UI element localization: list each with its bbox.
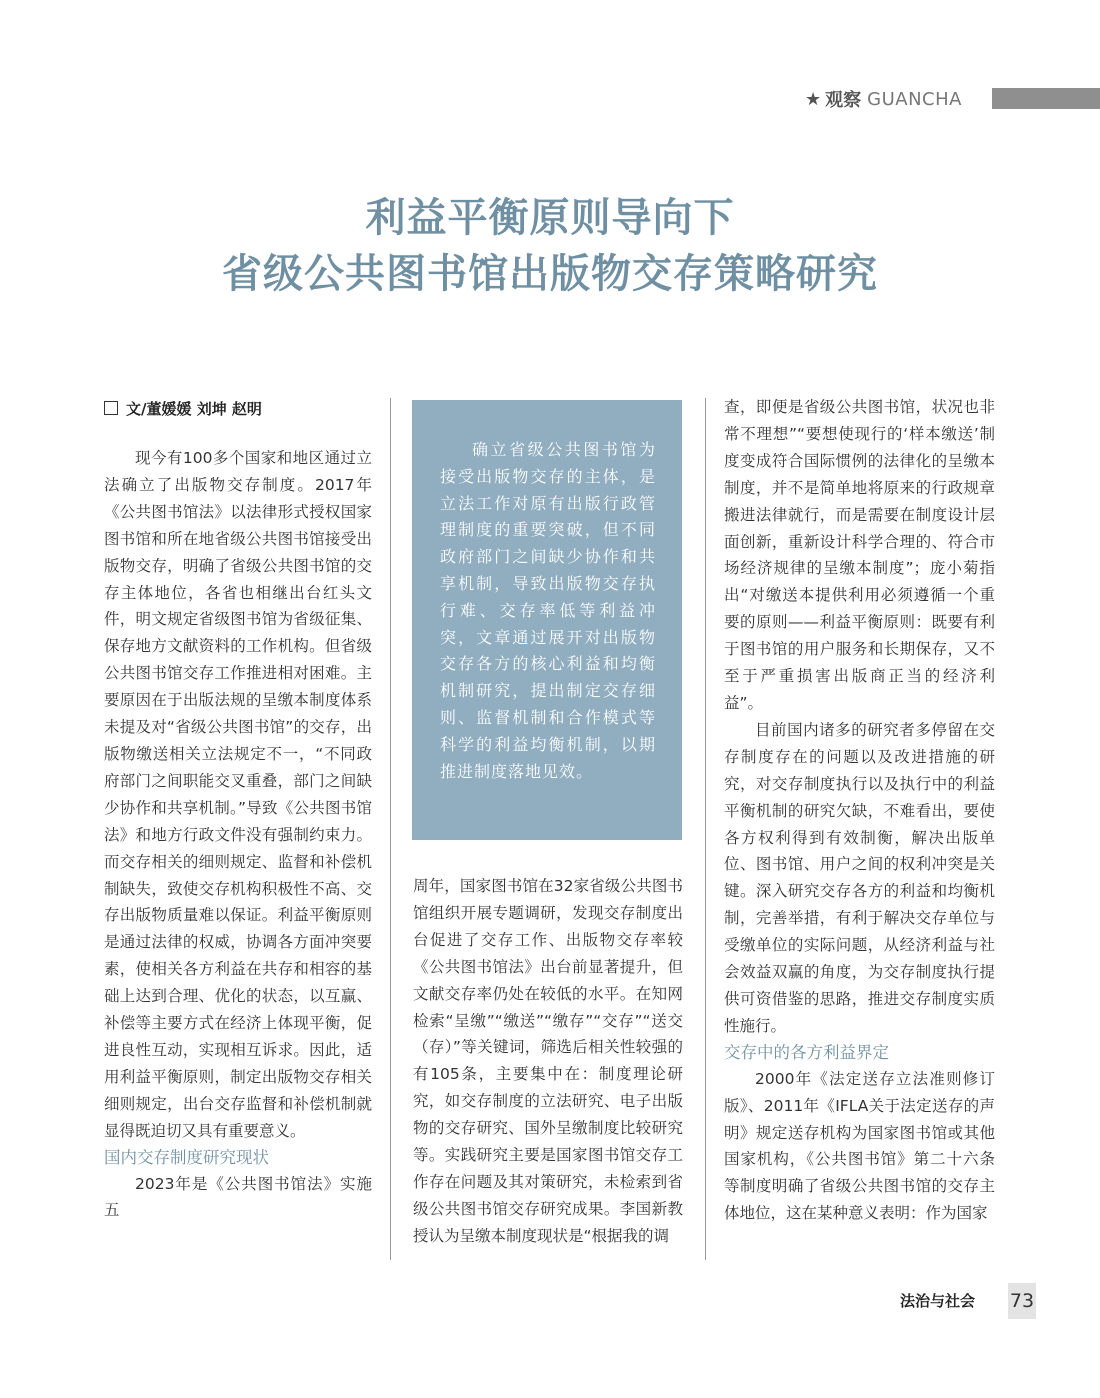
pull-quote bbox=[412, 400, 682, 840]
column-divider bbox=[705, 398, 706, 1260]
byline bbox=[104, 396, 374, 420]
author-text: 文/董媛媛 刘坤 赵明 bbox=[126, 399, 262, 418]
section-name-en: GUANCHA bbox=[867, 88, 962, 110]
paragraph: 目前国内诸多的研究者多停留在交存制度存在的问题以及改进措施的研究，对交存制度执行以及执行中的利益平衡机制的研究欠缺，不难看出，要使各方权利得到有效制衡，解决出版单位、图书馆、用户之间的权利冲突是关键。深入研究交存各方的利益和均衡机制，完善举措，有利于解决交存单位与受缴单位的实际问题，从经济利益与社会效益双赢的角度，为交存制度执行提供可资借鉴的思路，推进交存制度实质性施行。 bbox=[724, 720, 995, 1035]
paragraph: 周年，国家图书馆在32家省级公共图书馆组织开展专题调研，发现交存制度出台促进了交存工作、出版物交存率较《公共图书馆法》出台前显著提升，但文献交存率仍处在较低的水平。在知网检索“呈缴”“缴送”“缴存”“交存”“送交（存）”等关键词，筛选后相关性较强的有105条，主要集中在：制度理论研究，如交存制度的立法研究、电子出版物的交存研究、国外呈缴制度比较研究等。实践研究主要是国家图书馆交存工作存在问题及其对策研究，未检索到省级公共图书馆交存研究成果。李国新教授认为呈缴本制度现状是“根据我的调 bbox=[413, 877, 683, 1245]
paragraph: 查，即便是省级公共图书馆，状况也非常不理想”“要想使现行的‘样本缴送’制度变成符合国际惯例的法律化的呈缴本制度，并不是简单地将原来的行政规章搬进法律就行，而是需要在制度设计层面创新，重新设计科学合理的、符合市场经济规律的呈缴本制度”；庞小菊指出“对缴送本提供利用必须遵循一个重要的原则——利益平衡原则：既要有利于图书馆的用户服务和长期保存，又不至于严重损害出版商正当的经济利益”。 bbox=[724, 398, 995, 712]
column-2 bbox=[413, 873, 683, 1250]
column-1 bbox=[104, 445, 372, 1224]
column-divider bbox=[390, 398, 391, 1260]
column-3 bbox=[724, 394, 995, 1227]
section-header bbox=[805, 86, 962, 112]
page-number-text: 73 bbox=[1009, 1290, 1035, 1312]
paragraph: 2023年是《公共图书馆法》实施五 bbox=[104, 1174, 372, 1220]
paragraph: 现今有100多个国家和地区通过立法确立了出版物交存制度。2017年《公共图书馆法》以法律形式授权国家图书馆和所在地省级公共图书馆接受出版物交存，明确了省级公共图书馆的交存主体地位，各省也相继出台红头文件，明文规定省级图书馆为省级征集、保存地方文献资料的工作机构。但省级公共图书馆交存工作推进相对困难。主要原因在于出版法规的呈缴本制度体系未提及对“省级公共图书馆”的交存，出版物缴送相关立法规定不一，“不同政府部门之间职能交叉重叠，部门之间缺少协作和共享机制。”导致《公共图书馆法》和地方行政文件没有强制约束力。而交存相关的细则规定、监督和补偿机制缺失，致使交存机构积极性不高、交存出版物质量难以保证。利益平衡原则是通过法律的权威，协调各方面冲突要素，使相关各方利益在共存和相容的基础上达到合理、优化的状态，以互赢、补偿等主要方式在经济上体现平衡，促进良性互动，实现相互诉求。因此，适用利益平衡原则，制定出版物交存相关细则规定，出台交存监督和补偿机制就显得既迫切又具有重要意义。 bbox=[104, 449, 372, 1140]
section-heading: 国内交存制度研究现状 bbox=[104, 1147, 269, 1167]
title-line-1: 利益平衡原则导向下 bbox=[365, 195, 735, 241]
paragraph: 2000年《法定送存立法准则修订版》、2011年《IFLA关于法定送存的声明》规定送存机构为国家图书馆或其他国家机构，《公共图书馆》第二十六条等制度明确了省级公共图书馆的交存主体地位，这在某种意义表明：作为国家 bbox=[724, 1069, 995, 1223]
square-icon bbox=[104, 401, 118, 415]
article-title bbox=[0, 190, 1100, 302]
header-bar bbox=[992, 88, 1100, 109]
page-number bbox=[1008, 1283, 1036, 1319]
section-heading: 交存中的各方利益界定 bbox=[724, 1042, 889, 1062]
title-line-2: 省级公共图书馆出版物交存策略研究 bbox=[222, 251, 878, 297]
magazine-name: 法治与社会 bbox=[900, 1292, 976, 1310]
pull-quote-text: 确立省级公共图书馆为接受出版物交存的主体，是立法工作对原有出版行政管理制度的重要突破，但不同政府部门之间缺少协作和共享机制，导致出版物交存执行难、交存率低等利益冲突，文章通过展开对出版物交存各方的核心利益和均衡机制研究，提出制定交存细则、监督机制和合作模式等科学的利益均衡机制，以期推进制度落地见效。 bbox=[440, 440, 656, 781]
section-name: 观察 bbox=[825, 90, 862, 111]
star-icon: ★ bbox=[805, 88, 822, 110]
